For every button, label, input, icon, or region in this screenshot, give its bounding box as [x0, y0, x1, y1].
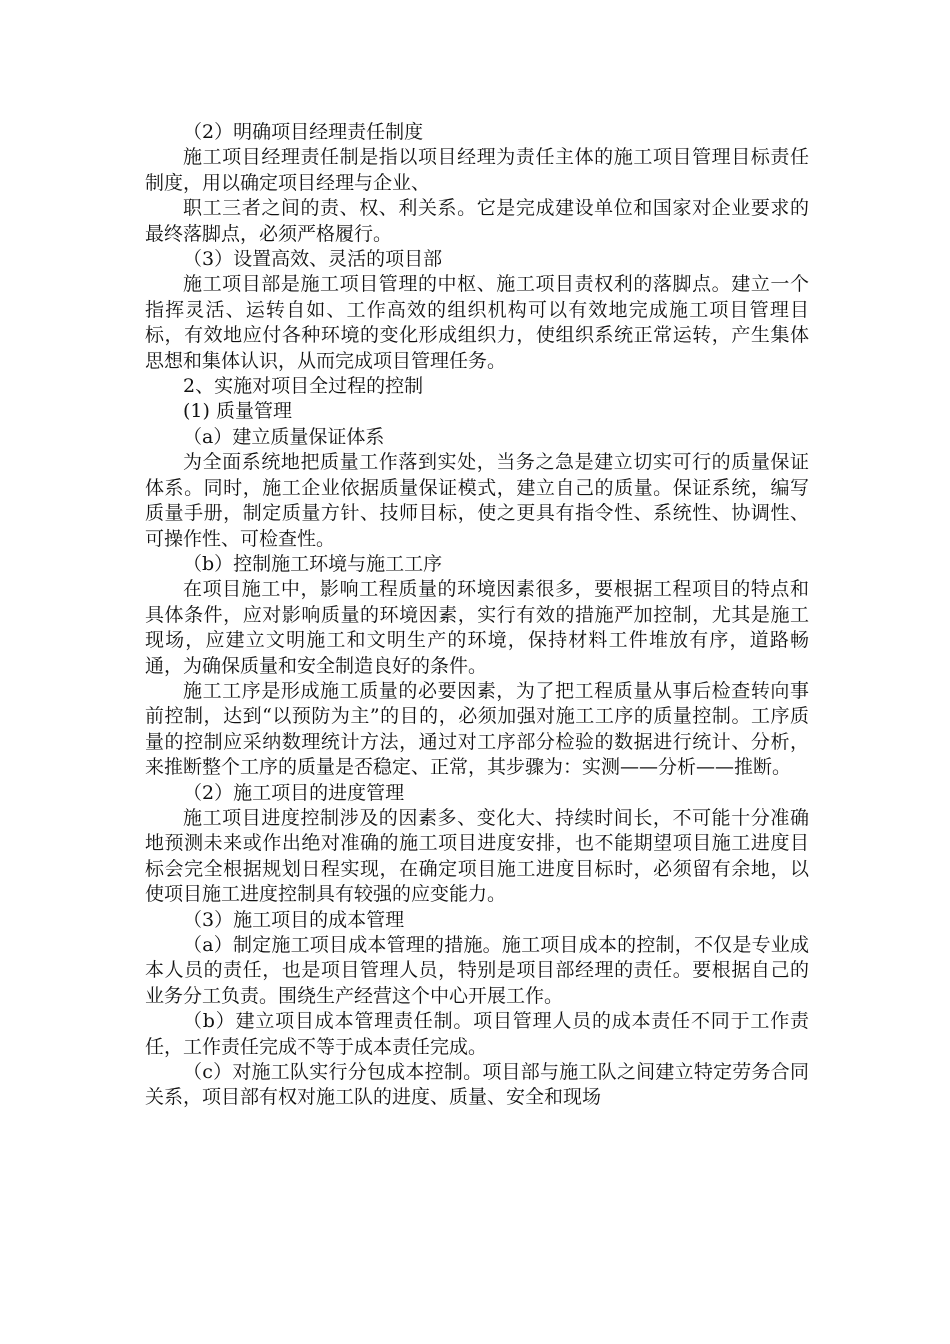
paragraph: 为全面系统地把质量工作落到实处，当务之急是建立切实可行的质量保证体系。同时，施工企业依据质量保证模式，建立自己的质量。保证系统，编写质量手册，制定质量方针、技师目标，使之更具有指令性、系统性、协调性、可操作性、可检查性。: [145, 451, 809, 550]
paragraph: （b）建立项目成本管理责任制。项目管理人员的成本责任不同于工作责任，工作责任完成不等于成本责任完成。: [145, 1010, 809, 1058]
section-heading: （2）施工项目的进度管理: [183, 781, 405, 804]
paragraph: 在项目施工中，影响工程质量的环境因素很多，要根据工程项目的特点和具体条件，应对影响质量的环境因素，实行有效的措施严加控制，尤其是施工现场，应建立文明施工和文明生产的环境，保持材料工件堆放有序，道路畅通，为确保质量和安全制造良好的条件。: [145, 578, 809, 677]
document-body: [145, 120, 809, 1111]
paragraph: 施工项目经理责任制是指以项目经理为责任主体的施工项目管理目标责任制度，用以确定项目经理与企业、: [145, 146, 809, 194]
paragraph: （a）制定施工项目成本管理的措施。施工项目成本的控制，不仅是专业成本人员的责任，也是项目管理人员，特别是项目部经理的责任。要根据自己的业务分工负责。围绕生产经营这个中心开展工作。: [145, 934, 809, 1007]
section-heading: （2）明确项目经理责任制度: [183, 121, 424, 143]
section-heading: 2、实施对项目全过程的控制: [183, 375, 424, 398]
paragraph: （c）对施工队实行分包成本控制。项目部与施工队之间建立特定劳务合同关系，项目部有权对施工队的进度、质量、安全和现场: [145, 1061, 809, 1109]
section-heading: (1) 质量管理: [183, 400, 292, 423]
section-heading: （a）建立质量保证体系: [183, 425, 385, 448]
paragraph: 施工项目进度控制涉及的因素多、变化大、持续时间长，不可能十分准确地预测未来或作出绝对准确的施工项目进度安排，也不能期望项目施工进度目标会完全根据规划日程实现，在确定项目施工进度目标时，必须留有余地，以使项目施工进度控制具有较强的应变能力。: [145, 806, 809, 906]
section-heading: （b）控制施工环境与施工工序: [183, 552, 443, 575]
paragraph: 职工三者之间的责、权、利关系。它是完成建设单位和国家对企业要求的最终落脚点，必须严格履行。: [145, 197, 809, 245]
section-heading: （3）施工项目的成本管理: [183, 908, 405, 931]
paragraph: 施工工序是形成施工质量的必要因素，为了把工程质量从事后检查转向事前控制，达到“以预防为主”的目的，必须加强对施工工序的质量控制。工序质量的控制应采纳数理统计方法，通过对工序部分检验的数据进行统计、分析，来推断整个工序的质量是否稳定、正常，其步骤为：实测——分析——推断。: [145, 679, 809, 779]
section-heading: （3）设置高效、灵活的项目部: [183, 248, 443, 271]
paragraph: 施工项目部是施工项目管理的中枢、施工项目责权利的落脚点。建立一个指挥灵活、运转自如、工作高效的组织机构可以有效地完成施工项目管理目标，有效地应付各种环境的变化形成组织力，使组织系统正常运转，产生集体思想和集体认识，从而完成项目管理任务。: [145, 273, 809, 372]
